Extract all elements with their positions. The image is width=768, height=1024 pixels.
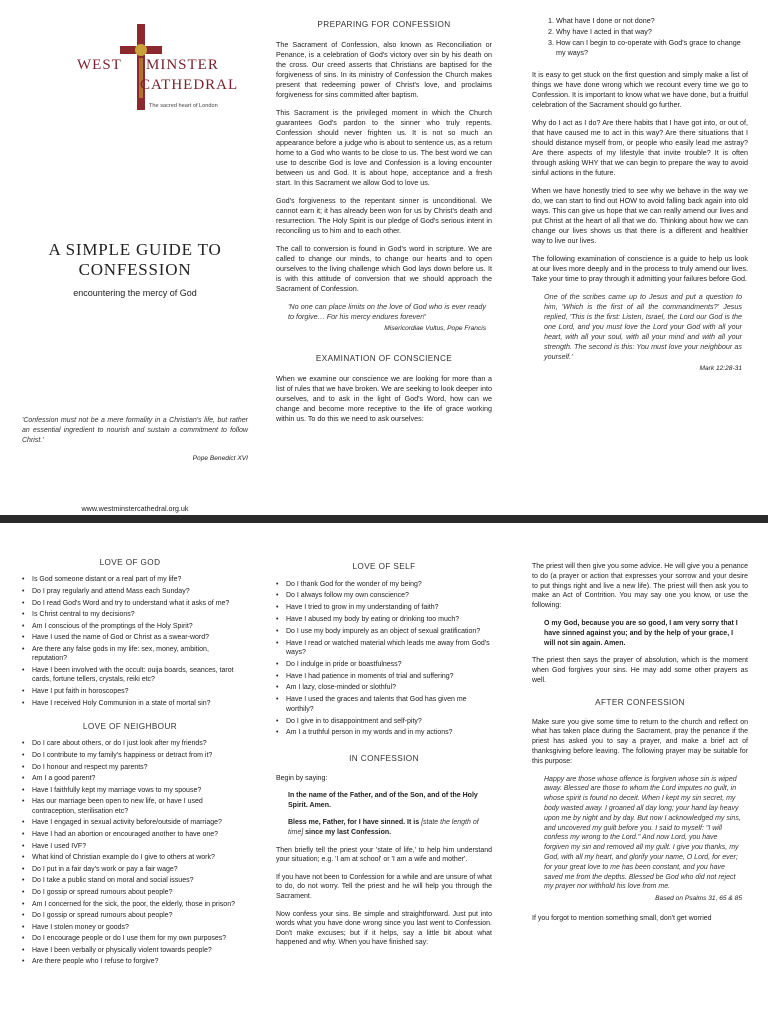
psalm-text: Happy are those whose offence is forgiven whose sin is wiped away. Blessed are those to whom the Lord imputes no guilt, in whose spirit is found no deceit. When I kept my sin secret, my body wasted away. I groaned all day long; your hand lay heavy upon me by night and by day. But now I acknowledged my sins, and uncovered my guilt before you. I said to myself: "I will confess my wrong to the Lord." And now Lord, you have forgiven my sin and removed all my guilt. I give you thanks, my God, with all my heart, and glorify your name, O Lord, for ever; for your great love to me has been constant, and you have saved me from the depths. Blessed be God who did not reject my prayer nor withhold his love from me. xyxy=(544,775,741,891)
after-p3: Make sure you give some time to return to the church and reflect on what has taken place during the Sacrament, pray the penance if the priest has asked you to say a prayer, and make a brief act of thanksgiving before leaving. The following prayer may be suitable for this purpose: xyxy=(532,718,748,765)
website-link[interactable]: www.westminstercathedral.org.uk xyxy=(81,504,189,513)
after-p1: The priest will then give you some advice. He will give you a penance to do (a prayer or action that expresses your sorrow and your desire to put things right and live a new life). The priest will then ask you to make an Act of Contrition. You may say one you know, or use the following: xyxy=(532,563,748,610)
love-of-god-heading: LOVE OF GOD xyxy=(99,558,161,567)
after-p4: If you forgot to mention something small, don't get worried xyxy=(532,914,712,922)
in-confession-p3: Now confess your sins. Be simple and straightforward. Just put into words what you have done wrong since you last went to Confession. Don't make excuses; but if it helps, say a little bit about what happened and why. When you have finished say: xyxy=(276,910,492,947)
cathedral-logo xyxy=(22,20,248,120)
page-divider xyxy=(0,515,768,523)
list-item: • Do I take a public stand on moral and social issues? xyxy=(22,876,238,885)
list-item: • Am I a good parent? xyxy=(22,774,238,783)
step-item: 1. What have I done or not done? xyxy=(556,16,748,26)
in-confession-p1: Then briefly tell the priest your 'state of life,' to help him understand your situation; e.g. 'I am at school' or 'I am a wife and mother'. xyxy=(276,846,492,864)
examination-p2: Why do I act as I do? Are there habits that I have got into, or out of, that have caused me to act in this way? Are there situations that I should distance myself from, or people who easily lead me astray? Are there aspects of my lifestyle that invite trouble? It is often through asking WHY that we can begin to prepare the way to avoid sinful actions in the future. xyxy=(532,118,748,177)
mark-quote-block xyxy=(532,292,748,374)
list-item: • Do I indulge in pride or boastfulness? xyxy=(276,660,492,670)
benedict-attribution: Pope Benedict XVI xyxy=(192,455,248,462)
francis-quote: 'No one can place limits on the love of God who is ever ready to forgive… For his mercy endures forever!' xyxy=(288,302,486,321)
list-item: • Do I contribute to my family's happiness or detract from it? xyxy=(22,751,238,760)
list-item: • Do I give in to disappointment and self-pity? xyxy=(276,717,492,727)
list-item: • Do I always follow my own conscience? xyxy=(276,591,492,601)
list-item: • Am I conscious of the promptings of the Holy Spirit? xyxy=(22,622,238,631)
logo-west: WEST xyxy=(77,57,122,73)
logo-minster: MINSTER xyxy=(146,57,219,73)
love-of-neighbour-list xyxy=(22,739,238,967)
guide-title xyxy=(22,240,248,298)
list-item: • Have I had an abortion or encouraged another to have one? xyxy=(22,830,238,839)
formula-bless-me-c: since my last Confession. xyxy=(305,828,392,836)
psalm-block xyxy=(532,775,748,904)
examination-p3: When we have honestly tried to see why we behave in the way we do, we can start to find out HOW to avoid falling back again into old ways. This can give us hope that we can really amend our lives and put Christ at the heart of all that we do. Thinking about how we can change our lives shows us that there is a different and healthier way to live our lives. xyxy=(532,186,748,245)
psalm-attribution: Based on Psalms 31, 65 & 85 xyxy=(655,895,742,903)
mark-attribution: Mark 12:28-31 xyxy=(699,365,742,372)
list-item: • Are there any false gods in my life: sex, money, ambition, reputation? xyxy=(22,645,238,664)
love-of-self-list xyxy=(276,580,492,738)
list-item: • Have I faithfully kept my marriage vows to my spouse? xyxy=(22,786,238,795)
list-item: • Do I pray regularly and attend Mass each Sunday? xyxy=(22,587,238,596)
logo-tagline: The sacred heart of London xyxy=(149,103,218,109)
after-confession-heading: AFTER CONFESSION xyxy=(595,697,685,707)
examination-steps xyxy=(532,16,748,58)
list-item: • Am I lazy, close-minded or slothful? xyxy=(276,683,492,693)
list-item: • Have I used the name of God or Christ as a swear-word? xyxy=(22,633,238,642)
list-item: • Have I read or watched material which leads me away from God's ways? xyxy=(276,639,492,658)
list-item: • Have I stolen money or goods? xyxy=(22,923,238,932)
examination-p4: The following examination of conscience is a guide to help us look at our lives more deeply and in the process to truly amend our lives. Take your time to pray through it admitting your failures before God. xyxy=(532,254,748,283)
list-item: • Do I gossip or spread rumours about people? xyxy=(22,911,238,920)
love-of-neighbour-heading: LOVE OF NEIGHBOUR xyxy=(82,721,178,731)
list-item: • Am I concerned for the sick, the poor, the elderly, those in prison? xyxy=(22,900,238,909)
formula-bless-me-a: Bless me, Father, for I have sinned. It is xyxy=(288,819,420,827)
list-item: • Have I been involved with the occult: ouija boards, seances, tarot cards, fortune tellers, crystals, reiki etc? xyxy=(22,666,238,685)
list-item: • Have I used the graces and talents that God has given me worthily? xyxy=(276,695,492,714)
in-confession-p2: If you have not been to Confession for a while and are unsure of what to do, do not worry. Tell the priest and he will help you through the Sacrament. xyxy=(276,873,492,900)
title-line-1: A SIMPLE GUIDE TO xyxy=(48,240,222,259)
list-item: • Do I put in a fair day's work or pay a fair wage? xyxy=(22,865,238,874)
benedict-quote: 'Confession must not be a mere formality in a Christian's life, but rather an essential ingredient to nourish and sustain a commitment to follow Christ.' xyxy=(22,417,248,444)
self-confession-panel xyxy=(276,562,492,956)
list-item: • Do I thank God for the wonder of my being? xyxy=(276,580,492,590)
list-item: • Have I used IVF? xyxy=(22,842,238,851)
in-confession-heading: IN CONFESSION xyxy=(349,753,419,763)
list-item: • Am I a truthful person in my words and in my actions? xyxy=(276,728,492,738)
after-panel xyxy=(532,562,748,932)
preparing-panel xyxy=(276,20,492,432)
list-item: • Do I honour and respect my parents? xyxy=(22,763,238,772)
list-item: • Has our marriage been open to new life, or have I used contraception, sterilisation etc? xyxy=(22,797,238,816)
formula-bless-me xyxy=(276,818,492,837)
after-p2: The priest then says the prayer of absolution, which is the moment when God forgives your sins. He may add some other prayers as well. xyxy=(532,657,748,684)
step-item: 3. How can I begin to co-operate with God's grace to change my ways? xyxy=(556,38,748,58)
guide-subtitle: encountering the mercy of God xyxy=(73,288,197,298)
love-of-self-heading: LOVE OF SELF xyxy=(352,562,416,571)
list-item: • Have I engaged in sexual activity before/outside of marriage? xyxy=(22,818,238,827)
title-line-2: CONFESSION xyxy=(78,260,192,279)
list-item: • Is Christ central to my decisions? xyxy=(22,610,238,619)
francis-quote-block xyxy=(276,302,492,334)
list-item: • Are there people who I refuse to forgive? xyxy=(22,957,238,966)
examination-intro: When we examine our conscience we are looking for more than a list of rules that we have broken. We are seeking to look deeper into ourselves, and to ask in the light of God's Word, how can we change and become more receptive to the life of grace working within us. To do this we need to ask ourselves: xyxy=(276,374,493,423)
examination-panel xyxy=(532,16,748,374)
step-item: 2. Why have I acted in that way? xyxy=(556,27,748,37)
formula-sign-of-cross: In the name of the Father, and of the Son, and of the Holy Spirit. Amen. xyxy=(288,792,478,809)
list-item: • Have I tried to grow in my understanding of faith? xyxy=(276,603,492,613)
preparing-p3: God's forgiveness to the repentant sinner is unconditional. We cannot earn it; it has already been won for us by Christ's death and resurrection. The Holy Spirit is our pledge of God's serious intent in reconciling us to him and to each other. xyxy=(276,196,492,235)
examination-heading: EXAMINATION OF CONSCIENCE xyxy=(315,354,453,363)
list-item: • Have I received Holy Communion in a state of mortal sin? xyxy=(22,699,238,708)
list-item: • Have I had patience in moments of trial and suffering? xyxy=(276,672,492,682)
list-item: • Have I put faith in horoscopes? xyxy=(22,687,238,696)
list-item: • What kind of Christian example do I give to others at work? xyxy=(22,853,238,862)
list-item: • Is God someone distant or a real part of my life? xyxy=(22,575,238,584)
act-of-contrition: O my God, because you are so good, I am very sorry that I have sinned against you; and by the help of your grace, I will not sin again. Amen. xyxy=(544,619,738,647)
logo-cathedral: CATHEDRAL xyxy=(140,77,239,93)
list-item: • Do I care about others, or do I just look after my friends? xyxy=(22,739,238,748)
formula-bless-me-b: [state the length of time] xyxy=(288,819,479,836)
preparing-heading: PREPARING FOR CONFESSION xyxy=(317,20,451,29)
list-item: • Have I been verbally or physically violent towards people? xyxy=(22,946,238,955)
god-neighbour-panel xyxy=(22,558,238,977)
examination-p1: It is easy to get stuck on the first question and simply make a list of things we have done wrong which we recount every time we go to Confession. It is important to know what we have done, but a fruitful celebration of the Sacrament should go further. xyxy=(532,70,748,109)
love-of-god-list xyxy=(22,575,238,708)
list-item: • Do I gossip or spread rumours about people? xyxy=(22,888,238,897)
francis-attribution: Misericordiae Vultus, Pope Francis xyxy=(384,325,486,332)
list-item: • Do I use my body impurely as an object of sexual gratification? xyxy=(276,627,492,637)
preparing-p2: This Sacrament is the privileged moment in which the Church guarantees God's pardon to the sinner who truly repents. Confession should never frighten us. It is not so much an appearance before a judge who is about to sentence us, as a return home to a God who wants to be close to us. The best word we can use to describe God is love and Confession is a loving encounter between us and God. It is about hope, acceptance and a fresh start. In this Sacrament we allow God to love us. xyxy=(276,108,492,187)
list-item: • Do I read God's Word and try to understand what it asks of me? xyxy=(22,599,238,608)
list-item: • Do I encourage people or do I use them for my own purposes? xyxy=(22,934,238,943)
preparing-p1: The Sacrament of Confession, also known as Reconciliation or Penance, is a celebration of God's victory over sin by his death on the cross. Our creed asserts that Christians are baptised for the forgiveness of sins. In its ministry of Confession the Church makes present that redeeming power of Christ's love, and proclaims forgiveness for sins committed after baptism. xyxy=(276,40,492,99)
preparing-p4: The call to conversion is found in God's word in scripture. We are called to change our minds, to change our hearts and to open ourselves to the living challenge which God lays down before us. It is with this attitude of conversion that we should approach the Sacrament of Confession. xyxy=(276,244,492,293)
cover-panel xyxy=(22,20,248,520)
list-item: • Have I abused my body by eating or drinking too much? xyxy=(276,615,492,625)
mark-quote: One of the scribes came up to Jesus and put a question to him, 'Which is the first of all the commandments?' Jesus replied, 'This is the first: Listen, Israel, the Lord our God is the one Lord, and you must love the Lord your God with all your heart, with all your soul, with all your mind and with all your strength. The second is this: You must love your neighbour as yourself.' xyxy=(544,292,742,361)
begin-by-saying: Begin by saying: xyxy=(276,774,328,782)
